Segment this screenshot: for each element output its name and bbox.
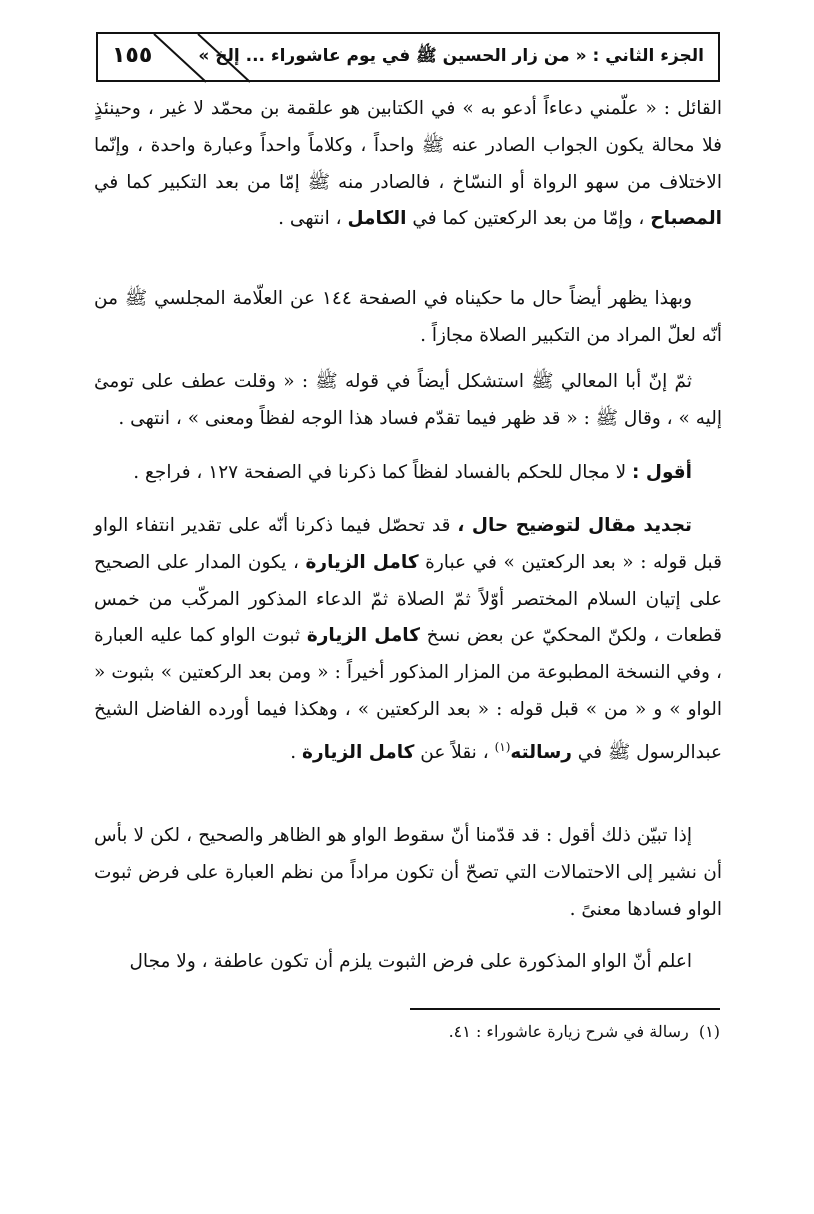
bold-term-kamil: الكامل: [347, 208, 407, 230]
footnote-separator: [410, 1008, 720, 1010]
paragraph-6: إذا تبيّن ذلك أقول : قد قدّمنا أنّ سقوط الواو هو الظاهر والصحيح ، لكن لا بأس أن نشير إلى الاحتمالات التي تصحّ أن تكون مراداً من نظم العبارة على فرض ثبوت الواو فسادها معنىً .: [94, 825, 722, 920]
bold-kamil-ziyara-2: كامل الزيارة: [306, 625, 420, 647]
bold-kamil-ziyara-3: كامل الزيارة: [302, 741, 415, 763]
page-header: [96, 32, 720, 82]
page-number: ١٥٥: [112, 43, 153, 68]
bold-risalatuhu: رسالته: [510, 741, 572, 763]
footnote-reference[interactable]: (١): [494, 739, 511, 754]
bold-term-misbah: المصباح: [650, 208, 722, 230]
paragraph-1: القائل : « علّمني دعاءاً أدعو به » في الكتابين هو علقمة بن محمّد لا غير ، وحينئذٍ فلا محالة يكون الجواب الصادر عنه ﷺ واحداً ، وكلاماً واحداً وعبارة واحدة ، وإنّما الاختلاف من سهو الرواة أو النسّاخ ، فالصادر منه ﷺ إمّا من بعد التكبير كما في المصباح ، وإمّا من بعد الركعتين كما في الكامل ، انتهى .: [94, 98, 722, 230]
paragraph-2: وبهذا يظهر أيضاً حال ما حكيناه في الصفحة ١٤٤ عن العلّامة المجلسي ﷺ من أنّه لعلّ المراد من التكبير الصلاة مجازاً .: [94, 288, 722, 346]
running-title: الجزء الثاني : « من زار الحسين ﷺ في يوم عاشوراء ... إلخ »: [198, 46, 704, 66]
footnote-1: [449, 1022, 720, 1041]
footnote-mark: (١): [698, 1022, 720, 1041]
bold-kamil-ziyara-1: كامل الزيارة: [305, 551, 419, 573]
paragraph-7: اعلم أنّ الواو المذكورة على فرض الثبوت يلزم أن تكون عاطفة ، ولا مجال: [129, 951, 692, 972]
footnote-text: رسالة في شرح زيارة عاشوراء : ٤١.: [448, 1022, 689, 1041]
paragraph-3: ثمّ إنّ أبا المعالي ﷺ استشكل أيضاً في قوله ﷺ : « وقلت عطف على تومئ إليه » ، وقال ﷺ : « قد ظهر فيما تقدّم فساد هذا الوجه لفظاً ومعنى » ، انتهى .: [94, 371, 722, 429]
paragraph-4: أقول : لا مجال للحكم بالفساد لفظاً كما ذكرنا في الصفحة ١٢٧ ، فراجع .: [133, 462, 692, 483]
paragraph-5: تجديد مقال لتوضيح حال ، قد تحصّل فيما ذكرنا أنّه على تقدير انتفاء الواو قبل قوله : « بعد الركعتين » في عبارة كامل الزيارة ، يكون المدار على الصحيح على إتيان السلام المختصر أوّلاً ثمّ الصلاة ثمّ الدعاء المذكور المركّب من خمس قطعات ، ولكنّ المحكيّ عن بعض نسخ كامل الزيارة ثبوت الواو كما عليه العبارة ، وفي النسخة المطبوعة من المزار المذكور أخيراً : « ومن بعد الركعتين » بثبوت « الواو » و « من » قبل قوله : « بعد الركعتين » ، وهكذا فيما أورده الفاضل الشيخ عبدالرسول ﷺ في رسالته$^{(١)}$ ، نقلاً عن كامل الزيارة .: [94, 515, 723, 763]
bold-tajdid: تجديد مقال لتوضيح حال ،: [457, 515, 692, 536]
bold-aqulu: أقول :: [632, 462, 692, 483]
